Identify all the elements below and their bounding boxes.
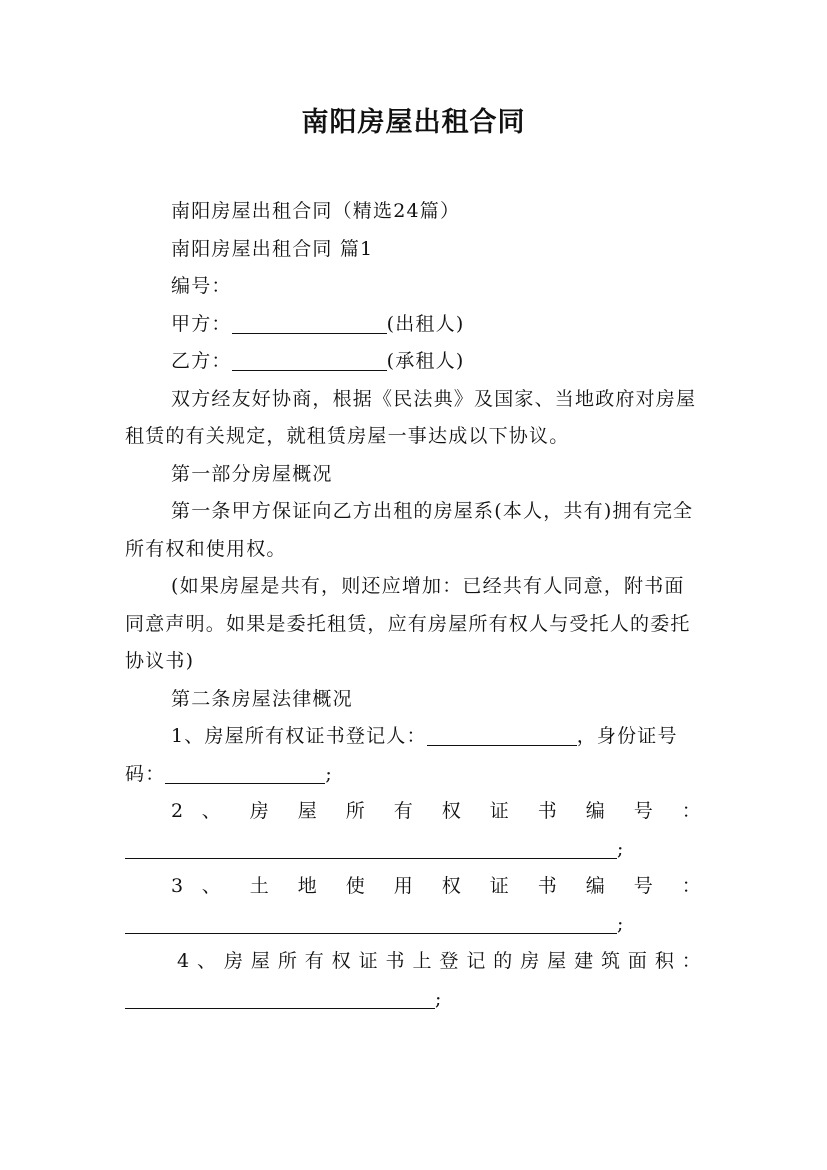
part1-heading: 第一部分房屋概况 (171, 462, 333, 485)
item1-line (125, 718, 702, 793)
party-b-role: (承租人) (386, 350, 465, 372)
document-body (125, 193, 702, 1018)
item2-end: ; (617, 837, 625, 860)
party-a-label: 甲方： (171, 312, 232, 335)
article2-heading: 第二条房屋法律概况 (171, 687, 353, 710)
party-b-label: 乙方： (171, 350, 232, 372)
item4-blank-line (125, 981, 702, 1019)
item4-line (125, 943, 702, 981)
item4-blank[interactable] (125, 985, 435, 1009)
item3-text: 3 、 土 地 使 用 权 证 书 编 号 ： (171, 875, 702, 897)
subtitle-line: 南阳房屋出租合同（精选24篇） (171, 200, 461, 222)
party-b-blank[interactable] (232, 347, 387, 371)
item3-end: ; (617, 912, 625, 935)
item2-text: 2 、 房 屋 所 有 权 证 书 编 号 ： (171, 800, 702, 822)
item2-line (125, 793, 702, 831)
item3-blank[interactable] (125, 910, 617, 934)
party-a-role: (出租人) (386, 312, 465, 335)
item3-blank-line (125, 906, 702, 944)
item1-end: ; (325, 762, 334, 785)
intro-paragraph: 双方经友好协商，根据《民法典》及国家、当地政府对房屋租赁的有关规定，就租赁房屋一事达成以下协议。 (125, 387, 697, 447)
item4-text: 4、房屋所有权证书上登记的房屋建筑面积： (177, 950, 702, 972)
article1-paragraph: 第一条甲方保证向乙方出租的房屋系(本人，共有)拥有完全所有权和使用权。 (125, 500, 694, 560)
item2-blank-line (125, 831, 702, 869)
item1-registrant-blank[interactable] (427, 722, 577, 746)
item3-line (125, 868, 702, 906)
party-a-line (125, 306, 702, 344)
item1-prefix: 1、房屋所有权证书登记人： (171, 725, 427, 747)
party-b-line (125, 343, 702, 381)
item1-suffix: ，身份证 (576, 725, 658, 747)
document-title: 南阳房屋出租合同 (301, 107, 526, 138)
item1-id-blank[interactable] (165, 760, 325, 784)
party-a-blank[interactable] (232, 310, 387, 334)
item1-cont: 号码： (125, 725, 678, 785)
article1-note: (如果房屋是共有，则还应增加：已经共有人同意，附书面同意声明。如果是委托租赁，应有房屋所有权人与受托人的委托协议书) (125, 575, 691, 672)
section-heading: 南阳房屋出租合同 篇1 (171, 237, 374, 260)
item2-blank[interactable] (125, 835, 617, 859)
number-line: 编号： (171, 275, 232, 297)
item4-end: ; (435, 987, 443, 1010)
